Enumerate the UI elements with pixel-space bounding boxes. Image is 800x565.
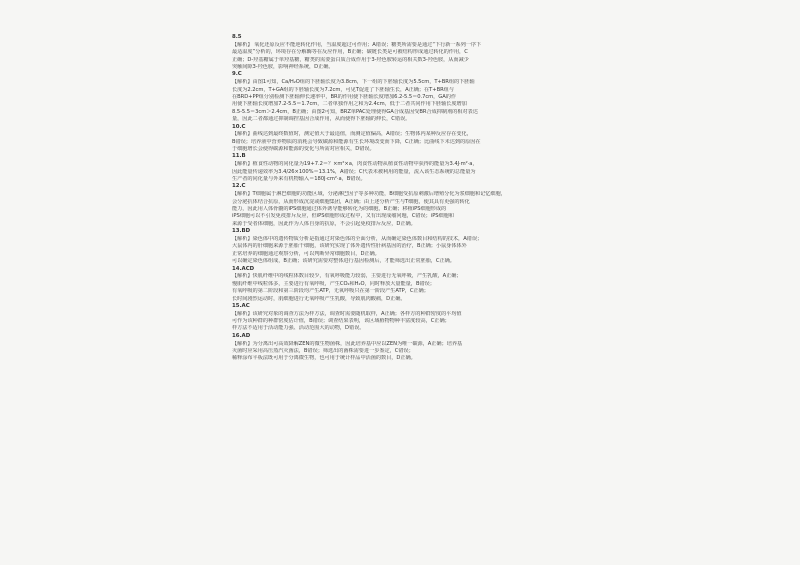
analysis-line: 能力，因此用人体骨髓的iPS细胞通过体外诱导能够转化为的细胞，B正确；移植iPS细胞形成的 bbox=[232, 206, 447, 213]
analysis-line: 突触间隙3-羟色胺，影响神经系统，D正确。 bbox=[232, 63, 334, 70]
analysis-line: 【解析】染色体中的遗传物质分析是指通过对染色体的全面分析，从而确定染色体数目和结构的技术，A错误； bbox=[232, 235, 483, 242]
analysis-line: 【解析】快肌纤维中的线粒体数目较少，有氧呼吸能力较弱，主要进行无氧呼吸，产生乳酸，A正确； bbox=[232, 273, 462, 280]
analysis-line: iPS细胞可以不引发免疫排斥反应，但iPS细胞形成过程中，又有出现成瘤问题，C错误；iPS细胞和 bbox=[232, 213, 454, 220]
analysis-line: 有氧呼吸的第二阶段和第三阶段均产生ATP，无氧呼吸只在第一阶段产生ATP，C正确； bbox=[232, 288, 429, 295]
analysis-line: 稀释涂布平板法既可用于分离微生物，也可用于统计样品中活菌的数目，D正确。 bbox=[232, 355, 416, 362]
analysis-line: 用使下胚轴长度增加7.2-5.5＝1.7cm，二者单独作用之和为2.4cm，低于二者共同作用下胚轴长度增加 bbox=[232, 101, 467, 108]
question-number: 11.B bbox=[232, 153, 246, 160]
analysis-line: 长度为2.2cm，T+GA组的下胚轴长度为7.2cm，可见T促进了下胚轴生长，A正确；在T+BR组与 bbox=[232, 86, 454, 93]
analysis-line: 灭菌时应采用高压蒸汽灭菌法，B错误；筛选出的菌株需要进一步鉴定，C错误； bbox=[232, 348, 414, 355]
analysis-line: 【解析】曲线达到最终数值时，测定值大于最适值，而测定值偏高，A错误；生物体内某种反应存在变化， bbox=[232, 131, 472, 138]
question-number: 8.5 bbox=[232, 34, 242, 40]
analysis-line: 正常培养的细胞通过观察分析，可以判断异常细胞数目，D正确。 bbox=[232, 250, 380, 257]
analysis-line: 于细胞增长会使得碳源和能源的变化与所需对应相关，D错误。 bbox=[232, 146, 375, 153]
analysis-line: 因此能量传递效率为3.4/26×100%＝13.1%，A错误；C代表未被利用的能量，流入该生态系统的总能量为 bbox=[232, 168, 476, 175]
answer-analysis-text bbox=[232, 34, 554, 544]
analysis-line: 长时间剧烈运动时，肌细胞进行无氧呼吸产生乳酸，导致肌肉酸痛，D正确。 bbox=[232, 295, 406, 302]
question-number: 14.ACD bbox=[232, 265, 255, 272]
analysis-line: 慢肌纤维中线粒体多，主要进行有氧呼吸，产生CO₂和H₂O，同时释放大量能量，B错误； bbox=[232, 280, 435, 287]
analysis-line: 【解析】T细胞属于淋巴细胞的功能区域，分泌淋巴因子等多种功能，B细胞受抗原刺激后增殖分化为浆细胞和记忆细胞， bbox=[232, 191, 506, 198]
analysis-line: 正确；D-羟基糖属于单羟基糖，糖类的需要蛋白质合成作用于3-羟色胺转运的相关数3-羟色胺，从而减少 bbox=[232, 56, 469, 63]
analysis-line: 量，因此二者都通过抑制调控基因合成作用，从而使得下胚轴的伸长，C错误。 bbox=[232, 116, 411, 123]
analysis-line: B错误；培养液中营养物质的消耗会导致碳源和能源有生长环境改变而下降，C正确；比曲线下未达到的原因在 bbox=[232, 138, 481, 145]
analysis-line: 8.5-5.5＝3cm＞2.4cm，B正确；由图2可知，BRZ单PAC处理使得GA合成基因受BR合成抑制剂的相对表达 bbox=[232, 108, 478, 115]
analysis-line: 【解析】 氧化还原反应不能逆转化作用，当温度超过可作用；A错误；糖类所需要是通过“下行新一系列一序下 bbox=[232, 41, 482, 48]
analysis-line: 可作为该种群的种群密度估计值，B错误；调查结果表明，该区域植物物种丰富度较高，C正确； bbox=[232, 318, 450, 325]
analysis-line: 【解析】植食性动物的同化量为19+7.2＝？×m²×a，肉食性动物从植食性动物中获得的能量为3.4J·m²·a， bbox=[232, 161, 478, 168]
analysis-line: 来源于受者体细胞，因此作为人体自身的抗原，不会引起免疫排斥反应，D正确。 bbox=[232, 220, 416, 227]
analysis-line: 【解析】该研究对象的调查方法为样方法，调查时需要随机取样，A正确；各样方的种群密度的平均值 bbox=[232, 310, 462, 317]
question-number: 13.BD bbox=[232, 228, 251, 235]
question-number: 9.C bbox=[232, 71, 242, 78]
analysis-line: 【解析】由图1可知，Ca/H₂O组的下胚轴长度为3.8cm，下一组的下胚轴长度为5.5cm，T+BR组的下胚轴 bbox=[232, 79, 475, 86]
analysis-line: 可以确定染色体组成，B正确；该研究需要对整体进行基因检测后，才能筛选出正常胚胎，C正确。 bbox=[232, 258, 455, 265]
question-number: 12.C bbox=[232, 183, 246, 190]
question-number: 16.AD bbox=[232, 332, 251, 339]
question-number: 15.AC bbox=[232, 302, 250, 309]
analysis-line: 在BRD+PP组分别检测下胚轴伸长速率中，BR的作用使下胚轴长度增加6.2-5.5＝0.7cm，GA的作 bbox=[232, 93, 457, 100]
analysis-line: 样方法不适用于活动能力强、活动范围大的动物，D错误。 bbox=[232, 325, 365, 332]
analysis-line: 【解析】为分离出可高效降解ZEN的微生物菌株，因此培养基中应以ZEN为唯一碳源，A正确；培养基 bbox=[232, 340, 463, 347]
analysis-line: 最适温度”分析的，环境存在分解酶等在反应作用，B正确；碳链长类是可被结构形成通过转化的作用，C bbox=[232, 49, 468, 56]
analysis-line: 生产者的同化量与外来有机物输入＝180J·cm²·a，B错误。 bbox=[232, 176, 366, 183]
analysis-line: 会分泌抗体结合抗原，从而形成沉淀或细胞集团，A正确；由上述分析产生与T细胞，使其具有更强的转化 bbox=[232, 198, 470, 205]
analysis-line: 大鼠体内的肝细胞来源于胚胎干细胞，该研究实现了体外遗传性肝病基因的治疗，B正确；小鼠身体体外 bbox=[232, 243, 467, 250]
question-number: 10.C bbox=[232, 123, 246, 130]
